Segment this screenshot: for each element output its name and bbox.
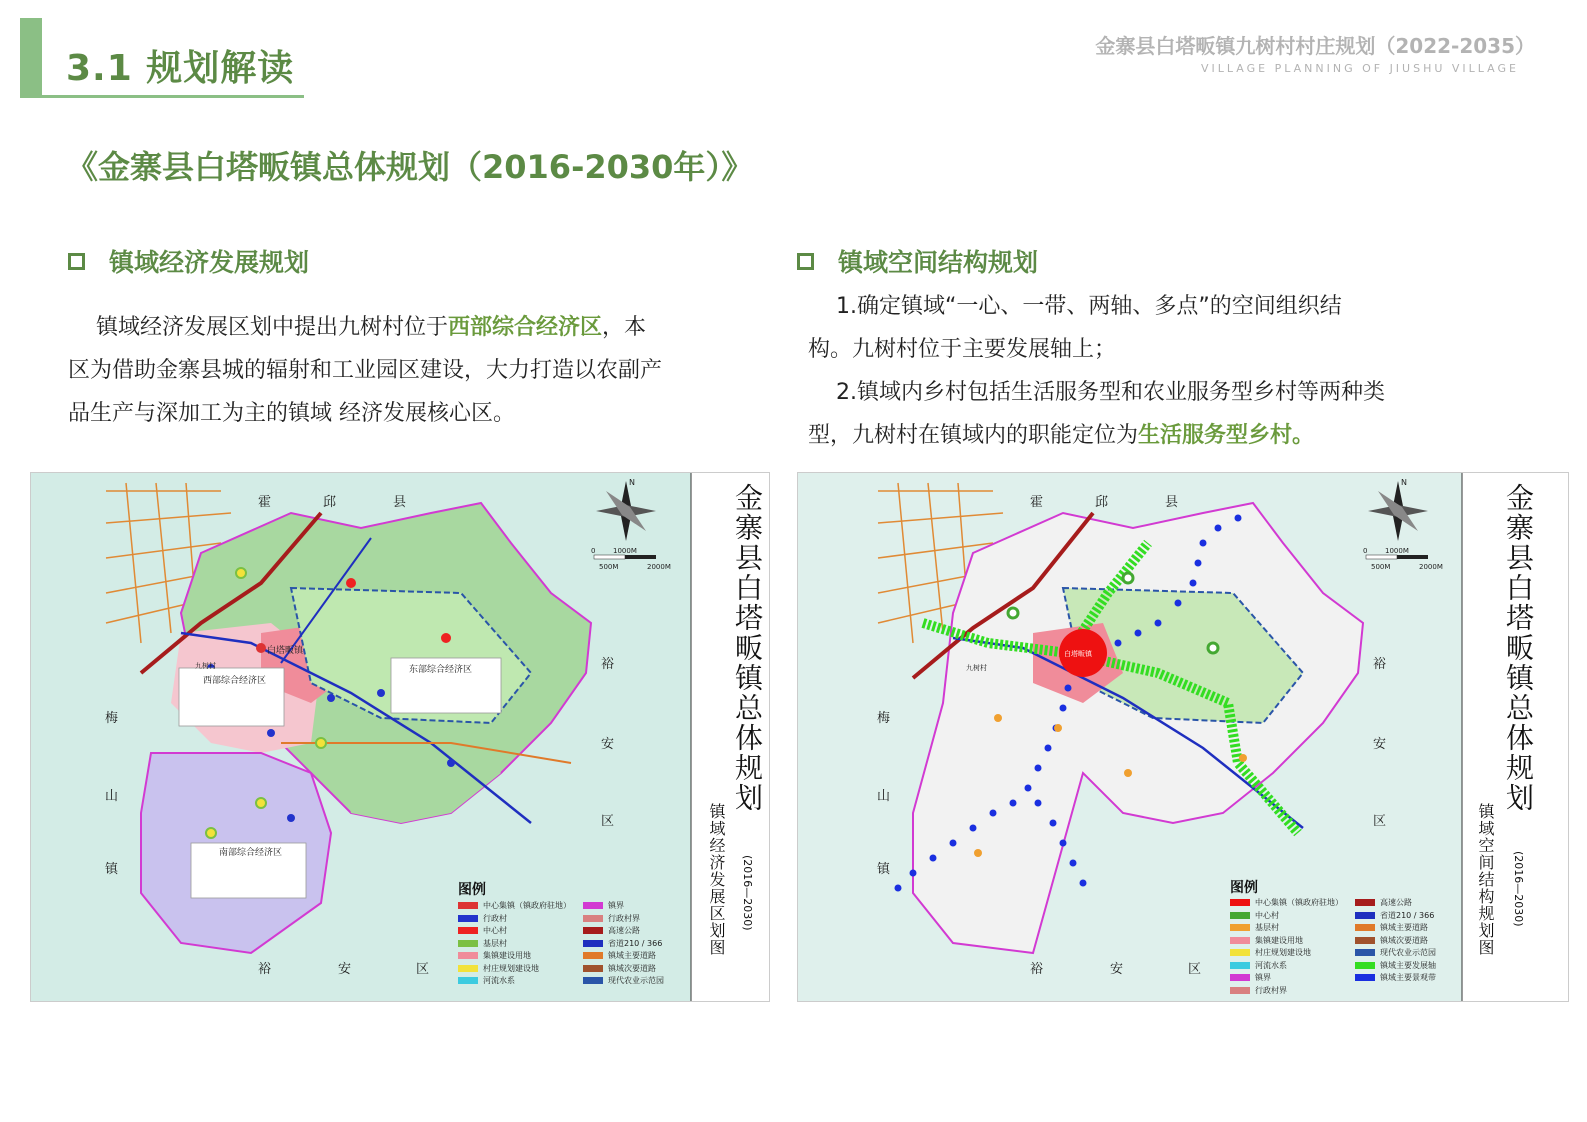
legend-swatch-icon	[583, 977, 603, 984]
scale-label: 500M	[599, 563, 619, 571]
legend-item	[1355, 960, 1436, 971]
right-line3-text: 2.镇域内乡村包括生活服务型和农业服务型乡村等两种类	[835, 380, 1385, 405]
legend-item	[1230, 922, 1279, 933]
legend-label: 中心村	[1255, 910, 1279, 920]
legend-swatch-icon	[458, 940, 478, 947]
legend-item	[1355, 922, 1428, 933]
legend-label: 中心村	[483, 926, 507, 935]
legend-item	[583, 913, 640, 924]
scale-label: 1000M	[1385, 547, 1409, 555]
legend-swatch-icon	[1230, 987, 1250, 994]
legend-item	[1355, 972, 1436, 983]
square-bullet-icon	[797, 253, 814, 270]
spatial-map-graphic	[798, 473, 1568, 1001]
right-paragraph	[808, 285, 1448, 457]
left-paragraph	[68, 306, 718, 435]
legend-item	[458, 900, 571, 911]
scale-label: 0	[591, 547, 596, 555]
place-label-south: 安	[1110, 962, 1124, 977]
north-label: N	[1401, 478, 1407, 487]
legend-swatch-icon	[1230, 912, 1250, 919]
left-para-text-b: ，本	[602, 315, 647, 340]
place-label-east: 安	[601, 737, 615, 752]
legend-label: 集镇建设用地	[1255, 935, 1303, 945]
left-heading	[68, 243, 309, 279]
legend-label: 高速公路	[1380, 898, 1412, 907]
scale-label: 2000M	[647, 563, 671, 571]
legend-label: 中心集镇（镇政府驻地）	[483, 901, 571, 910]
section-title: 3.1 规划解读	[66, 48, 295, 89]
legend-label: 镇域主要道路	[1380, 923, 1428, 932]
left-para-text-a: 镇域经济发展区划中提出九树村位于	[95, 315, 448, 340]
legend-label: 基层村	[1255, 923, 1279, 932]
legend-item	[1230, 972, 1271, 983]
place-label-west: 梅	[877, 711, 891, 726]
left-para-line3: 品生产与深加工为主的镇域 经济发展核心区。	[68, 401, 515, 426]
legend-swatch-icon	[458, 927, 478, 934]
place-label-west: 山	[105, 789, 119, 804]
place-label-east: 裕	[1373, 657, 1387, 672]
legend-swatch-icon	[1355, 899, 1375, 906]
right-line1-text: 1.确定镇域“一心、一带、两轴、多点”的空间组织结	[835, 294, 1342, 319]
left-para-line2: 区为借助金寨县城的辐射和工业园区建设，大力打造以农副产	[68, 358, 663, 383]
place-label-east: 安	[1373, 737, 1387, 752]
legend-swatch-icon	[583, 940, 603, 947]
legend-swatch-icon	[458, 965, 478, 972]
legend-label: 基层村	[483, 938, 507, 948]
zone-east-label: 东部综合经济区	[409, 665, 473, 675]
legend-label: 中心集镇（镇政府驻地）	[1255, 898, 1343, 907]
legend-swatch-icon	[583, 915, 603, 922]
legend-label: 行政村界	[1255, 985, 1287, 995]
legend-swatch-icon	[1355, 937, 1375, 944]
legend-swatch-icon	[1230, 937, 1250, 944]
spatial-structure-map	[797, 472, 1569, 1002]
place-label-north: 霍	[258, 495, 272, 510]
right-line4-highlight: 生活服务型乡村。	[1138, 423, 1315, 448]
legend-label: 省道210 / 366	[608, 938, 663, 948]
legend-swatch-icon	[1230, 974, 1250, 981]
legend-item	[583, 975, 664, 986]
legend-item	[458, 938, 507, 949]
legend-item	[583, 950, 656, 961]
map-year-vertical: (2016—2030)	[1512, 851, 1525, 927]
zone-south-label: 南部综合经济区	[219, 848, 283, 858]
right-heading	[797, 243, 1038, 279]
place-label-south: 区	[416, 962, 430, 977]
economic-zoning-map	[30, 472, 770, 1002]
legend-label: 现代农业示范园	[608, 976, 664, 985]
legend-label: 省道210 / 366	[1380, 910, 1435, 920]
legend-item	[458, 975, 515, 986]
legend-label: 镇界	[1255, 973, 1271, 982]
legend-item	[1230, 897, 1343, 908]
place-label-north: 邱	[323, 495, 337, 510]
legend-item	[1230, 985, 1287, 996]
legend-label: 村庄规划建设地	[483, 963, 539, 973]
place-label-south: 裕	[1030, 962, 1044, 977]
legend-label: 集镇建设用地	[483, 951, 531, 960]
legend-item	[1355, 910, 1434, 921]
legend-item	[583, 900, 624, 911]
north-label: N	[629, 478, 635, 487]
legend-label: 镇域主要景观带	[1380, 973, 1436, 982]
place-label-west: 山	[877, 789, 891, 804]
section-accent-bar	[20, 18, 42, 98]
legend-swatch-icon	[1355, 912, 1375, 919]
place-label-west: 镇	[877, 862, 891, 877]
left-para-line1	[68, 306, 718, 349]
legend-label: 河流水系	[483, 976, 515, 985]
place-label-south: 裕	[258, 962, 272, 977]
legend-swatch-icon	[458, 977, 478, 984]
legend-swatch-icon	[458, 952, 478, 959]
village-label: 九树村	[966, 664, 987, 672]
legend-swatch-icon	[1230, 924, 1250, 931]
legend-swatch-icon	[458, 915, 478, 922]
legend-label: 高速公路	[608, 926, 640, 935]
right-para-line1	[808, 285, 1448, 328]
legend-swatch-icon	[1355, 962, 1375, 969]
legend-swatch-icon	[583, 952, 603, 959]
place-label-north: 县	[393, 495, 407, 510]
legend-swatch-icon	[583, 902, 603, 909]
legend-label: 镇域次要道路	[1380, 935, 1428, 945]
place-label-south: 区	[1188, 962, 1202, 977]
place-label-west: 梅	[105, 711, 119, 726]
place-label-east: 裕	[601, 657, 615, 672]
legend-label: 行政村界	[608, 913, 640, 923]
legend-item	[1230, 935, 1303, 946]
square-bullet-icon	[68, 253, 85, 270]
legend-item	[1355, 935, 1428, 946]
village-label: 九树村	[195, 662, 216, 670]
town-label: 白塔畈镇	[1064, 650, 1092, 658]
right-heading-text: 镇域空间结构规划	[838, 248, 1039, 277]
legend-label: 河流水系	[1255, 960, 1287, 970]
place-label-north: 县	[1165, 495, 1179, 510]
legend-item	[458, 925, 507, 936]
legend-item	[458, 913, 507, 924]
legend-item	[1355, 897, 1412, 908]
legend-item	[458, 950, 531, 961]
place-label-south: 安	[338, 962, 352, 977]
place-label-north: 霍	[1030, 495, 1044, 510]
project-title: 金寨县白塔畈镇九树村村庄规划（2022-2035）	[1095, 34, 1535, 58]
place-label-west: 镇	[105, 862, 119, 877]
right-para-line4	[808, 414, 1448, 457]
legend-label: 镇域主要发展轴	[1380, 960, 1436, 970]
left-heading-text: 镇域经济发展规划	[109, 248, 310, 277]
legend-label: 村庄规划建设地	[1255, 948, 1311, 957]
right-para-line3	[808, 371, 1448, 414]
map-subtitle-vertical: 镇域经济发展区划图	[707, 803, 726, 956]
place-label-north: 邱	[1095, 495, 1109, 510]
legend-swatch-icon	[458, 902, 478, 909]
legend-label: 现代农业示范园	[1380, 948, 1436, 957]
legend-swatch-icon	[583, 965, 603, 972]
legend-label: 镇界	[608, 901, 624, 910]
legend-swatch-icon	[1230, 949, 1250, 956]
legend-swatch-icon	[1355, 974, 1375, 981]
left-para-highlight: 西部综合经济区	[448, 315, 603, 340]
map-year-vertical: (2016—2030)	[741, 855, 754, 931]
document-title: 《金寨县白塔畈镇总体规划（2016-2030年）》	[66, 148, 754, 186]
legend-swatch-icon	[1355, 924, 1375, 931]
scale-label: 0	[1363, 547, 1368, 555]
legend-item	[583, 963, 656, 974]
project-subtitle: VILLAGE PLANNING OF JIUSHU VILLAGE	[1201, 62, 1519, 75]
scale-label: 1000M	[613, 547, 637, 555]
zone-west-label: 西部综合经济区	[203, 676, 267, 686]
scale-label: 500M	[1371, 563, 1391, 571]
legend-label: 镇域主要道路	[608, 951, 656, 960]
legend-item	[583, 938, 662, 949]
legend-item	[1230, 910, 1279, 921]
section-underline	[42, 95, 304, 98]
legend-swatch-icon	[583, 927, 603, 934]
economic-map-graphic	[31, 473, 769, 1001]
legend-label: 镇域次要道路	[608, 963, 656, 973]
legend-item	[1230, 947, 1311, 958]
scale-label: 2000M	[1419, 563, 1443, 571]
map-title-vertical: 金寨县白塔畈镇总体规划	[731, 483, 764, 813]
legend-item	[1355, 947, 1436, 958]
legend-title: 图例	[458, 882, 486, 898]
legend-title: 图例	[1230, 880, 1258, 896]
legend-swatch-icon	[1230, 962, 1250, 969]
map-title-vertical: 金寨县白塔畈镇总体规划	[1502, 483, 1535, 813]
legend-swatch-icon	[1355, 949, 1375, 956]
right-line4-text: 型，九树村在镇域内的职能定位为	[808, 423, 1139, 448]
legend-item	[1230, 960, 1287, 971]
map-subtitle-vertical: 镇域空间结构规划图	[1476, 803, 1495, 956]
place-label-east: 区	[601, 814, 615, 829]
legend-swatch-icon	[1230, 899, 1250, 906]
legend-label: 行政村	[483, 913, 507, 923]
place-label-east: 区	[1373, 814, 1387, 829]
legend-item	[458, 963, 539, 974]
legend-item	[583, 925, 640, 936]
right-para-line2: 构。九树村位于主要发展轴上；	[808, 337, 1117, 362]
town-label: 白塔畈镇	[267, 646, 304, 656]
